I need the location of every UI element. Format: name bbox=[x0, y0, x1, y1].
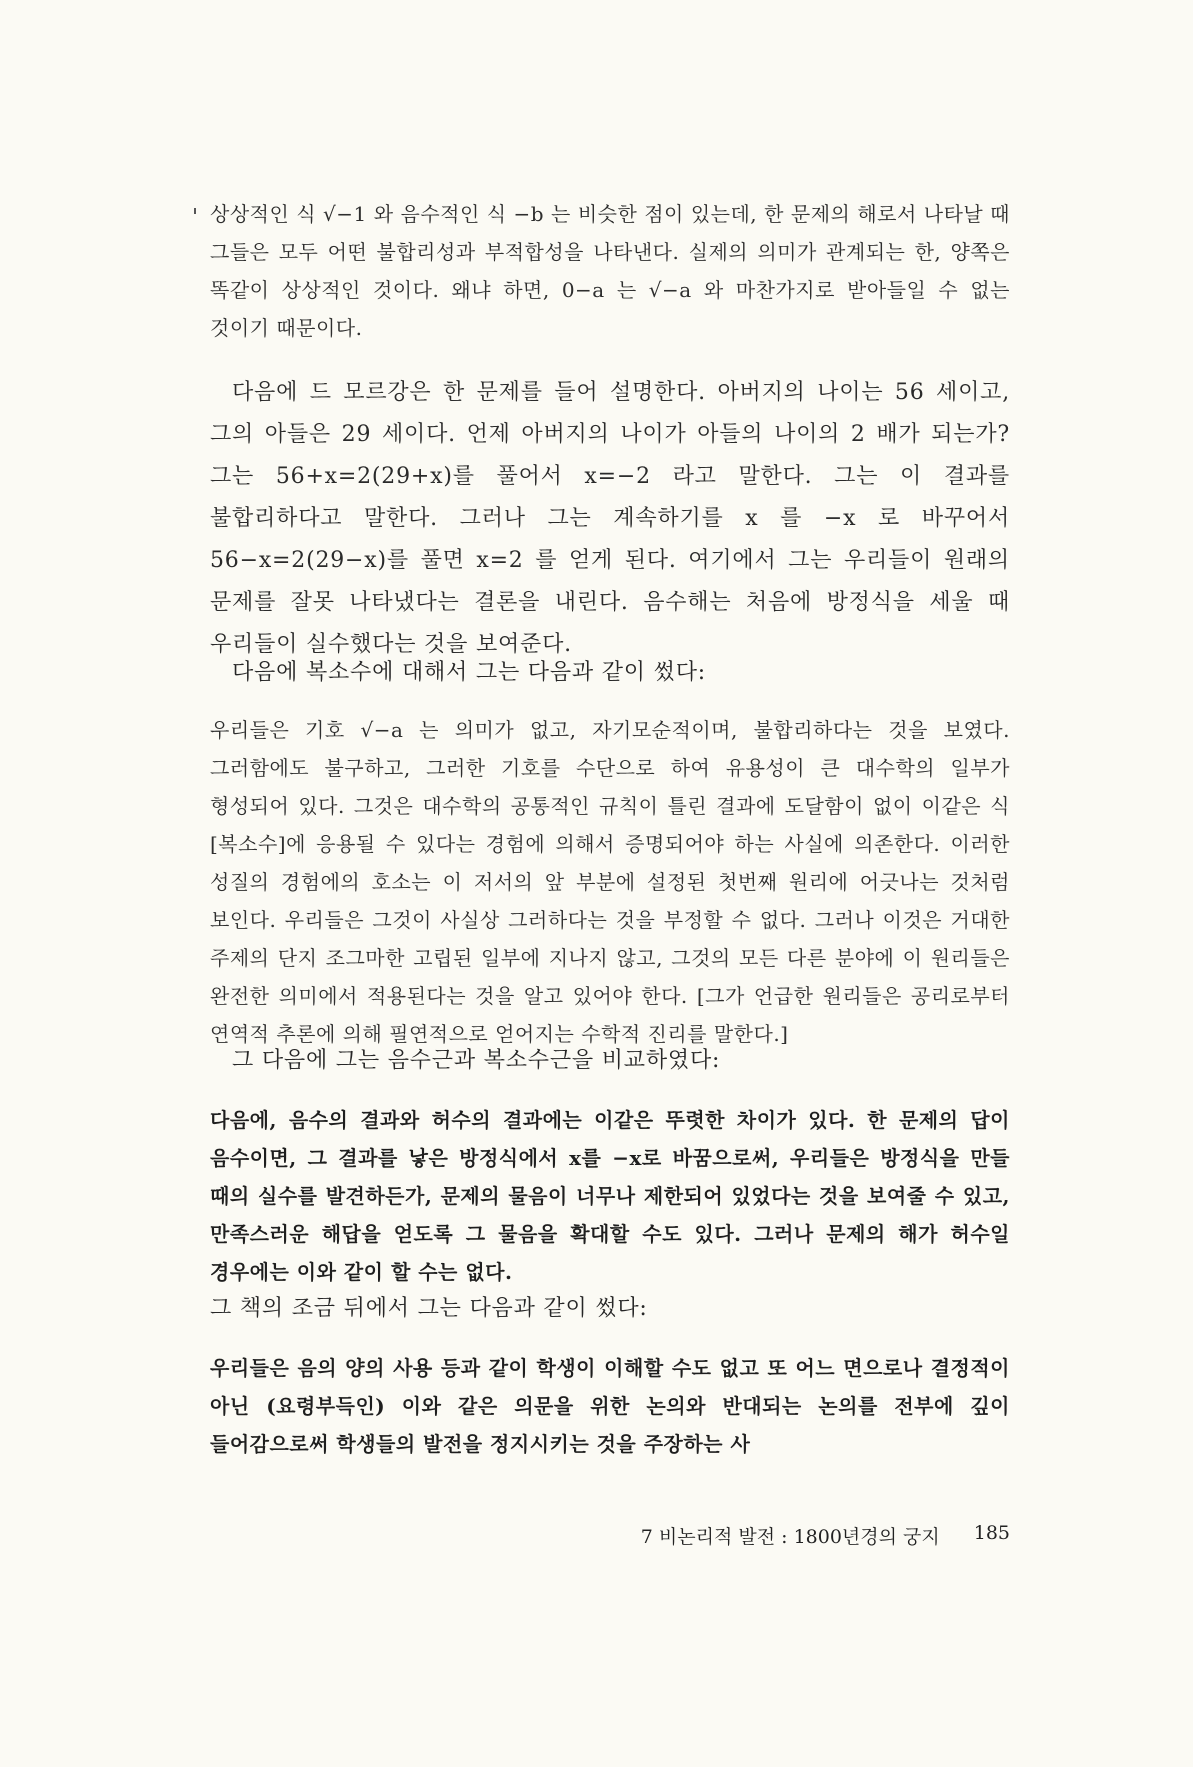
margin-mark bbox=[194, 208, 196, 214]
page-footer bbox=[560, 1522, 1010, 1549]
quote-student-progress: 우리들은 음의 양의 사용 등과 같이 학생이 이해할 수도 없고 또 어느 면으로나 결정적이 아닌 (요령부득인) 이와 같은 의문을 위한 논의와 반대되는 논의를 전부에 깊이 들어감으로써 학생들의 발전을 정지시키는 것을 주장하는 사 bbox=[210, 1356, 1010, 1456]
quote-complex-numbers: 우리들은 기호 √−a 는 의미가 없고, 자기모순적이며, 불합리하다는 것을 보였다. 그러함에도 불구하고, 그러한 기호를 수단으로 하여 유용성이 큰 대수학의 일부가 형성되어 있다. 그것은 대수학의 공통적인 규칙이 틀린 결과에 도달함이 없이 이같은 식 [복소수]에 응용될 수 있다는 경험에 의해서 증명되어야 하는 사실에 의존한다. 이러한 성질의 경험에의 호소는 이 저서의 앞 부분에 설정된 첫번째 원리에 어긋나는 것처럼 보인다. 우리들은 그것이 사실상 그러하다는 것을 부정할 수 없다. 그러나 이것은 거대한 주제의 단지 조그마한 고립된 일부에 지나지 않고, 그것의 모든 다른 분야에 이 원리들은 완전한 의미에서 적용된다는 것을 알고 있어야 한다. [그가 언급한 원리들은 공리로부터 연역적 추론에 의해 필연적으로 얻어지는 수학적 진리를 말한다.] bbox=[210, 718, 1010, 1046]
paragraph-de-morgan-example: 다음에 드 모르강은 한 문제를 들어 설명한다. 아버지의 나이는 56 세이고, 그의 아들은 29 세이다. 언제 아버지의 나이가 아들의 나이의 2 배가 되는가? 그는 56+x=2(29+x)를 풀어서 x=−2 라고 말한다. 그는 이 결과를 불합리하다고 말한다. 그러나 그는 계속하기를 x 를 −x 로 바꾸어서 56−x=2(29−x)를 풀면 x=2 를 얻게 된다. 여기에서 그는 우리들이 원래의 문제를 잘못 나타냈다는 결론을 내린다. 음수해는 처음에 방정식을 세울 때 우리들이 실수했다는 것을 보여준다. bbox=[210, 380, 1010, 657]
lead-in-complex-numbers: 다음에 복소수에 대해서 그는 다음과 같이 썼다: bbox=[232, 660, 706, 685]
quote-imaginary-expressions: 상상적인 식 √−1 와 음수적인 식 −b 는 비슷한 점이 있는데, 한 문제의 해로서 나타날 때 그들은 모두 어떤 불합리성과 부적합성을 나타낸다. 실제의 의미가 관계되는 한, 양쪽은 똑같이 상상적인 것이다. 왜냐 하면, 0−a 는 √−a 와 마찬가지로 받아들일 수 없는 것이기 때문이다. bbox=[210, 202, 1010, 340]
lead-in-compare-roots: 그 다음에 그는 음수근과 복소수근을 비교하였다: bbox=[232, 1048, 721, 1073]
running-head: 7 비논리적 발전 : 1800년경의 궁지 bbox=[640, 1526, 940, 1548]
quote-negative-vs-imaginary: 다음에, 음수의 결과와 허수의 결과에는 이같은 뚜렷한 차이가 있다. 한 문제의 답이 음수이면, 그 결과를 낳은 방정식에서 x를 −x로 바꿈으로써, 우리들은 방정식을 만들 때의 실수를 발견하든가, 문제의 물음이 너무나 제한되어 있었다는 것을 보여줄 수 있고, 만족스러운 해답을 얻도록 그 물음을 확대할 수도 있다. 그러나 문제의 해가 허수일 경우에는 이와 같이 할 수는 없다. bbox=[210, 1108, 1010, 1284]
page-number: 185 bbox=[973, 1522, 1010, 1544]
lead-in-later-in-book: 그 책의 조금 뒤에서 그는 다음과 같이 썼다: bbox=[210, 1296, 648, 1321]
